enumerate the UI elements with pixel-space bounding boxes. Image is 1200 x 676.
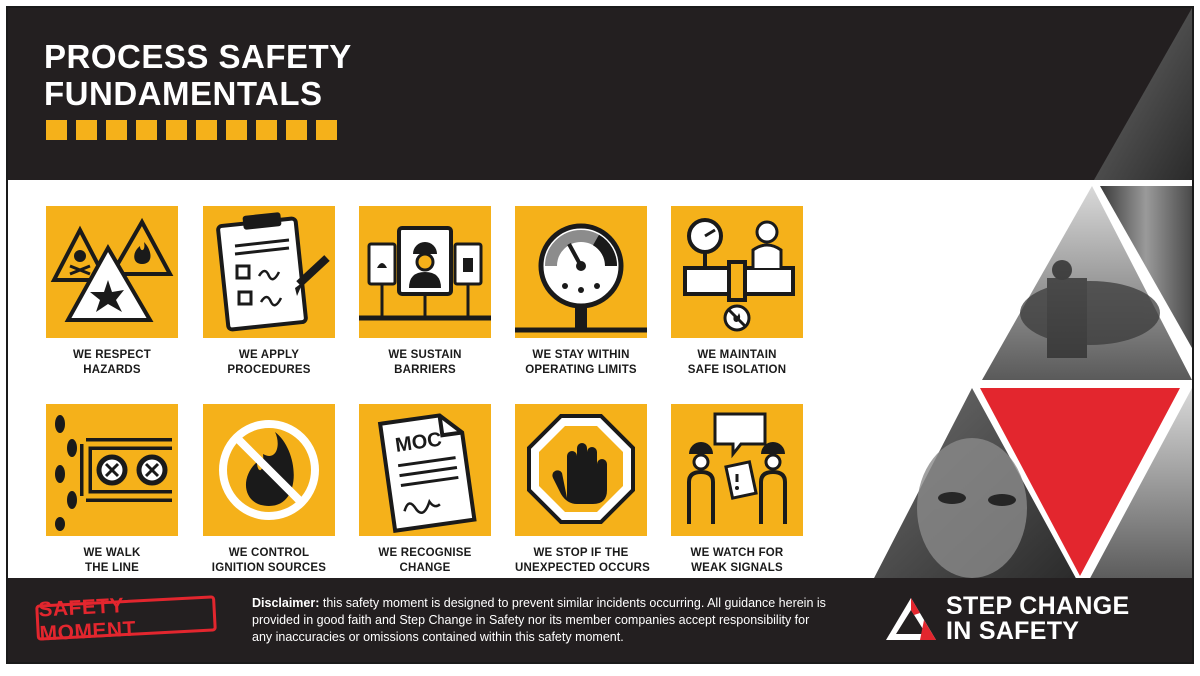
title-line-2: FUNDAMENTALS [44,75,323,112]
stop-hand-icon [515,404,647,536]
page-title [44,38,352,112]
fundamental-weak-signals [671,404,803,576]
dash [166,120,187,140]
tile-label: WE RECOGNISE CHANGE [378,547,472,574]
tile-icon-box [203,206,335,338]
tile-label: WE WATCH FOR WEAK SIGNALS [690,547,784,574]
face-shape [917,438,1027,578]
tile-label: WE SUSTAIN BARRIERS [388,349,462,376]
tile-icon-box [46,206,178,338]
tile-icon-box [359,206,491,338]
tile-label: WE STAY WITHIN OPERATING LIMITS [525,349,637,376]
tile-label: WE MAINTAIN SAFE ISOLATION [687,349,787,376]
pressure-gauge-icon [515,206,647,338]
dash [106,120,127,140]
fundamental-respect-hazards [46,206,178,378]
moc-document-icon [359,404,491,536]
tile-icon-box [203,404,335,536]
tile-icon-box [515,404,647,536]
fundamental-recognise-change [359,404,491,576]
fundamental-walk-the-line [46,404,178,576]
footsteps-pipeline-icon [46,404,178,536]
tile-icon-box [359,404,491,536]
step-change-logo-icon [884,594,938,644]
moc-label: MOC [393,428,444,457]
tile-icon-box [671,404,803,536]
tile-label: WE STOP IF THE UNEXPECTED OCCURS [515,547,651,574]
tile-icon-box [671,206,803,338]
dash [136,120,157,140]
dash [76,120,97,140]
fundamental-safe-isolation [671,206,803,378]
dash [316,120,337,140]
dash [286,120,307,140]
fundamental-apply-procedures [203,206,335,378]
fundamental-sustain-barriers [359,206,491,378]
disclaimer-label: Disclaimer: [252,596,320,610]
tile-label: WE CONTROL IGNITION SOURCES [211,547,327,574]
workers-discussion-icon [671,404,803,536]
brand-name: STEP CHANGE IN SAFETY [946,592,1130,645]
safety-moment-stamp: SAFETY MOMENT [35,595,217,640]
tile-label: WE APPLY PROCEDURES [227,349,311,376]
title-line-1: PROCESS SAFETY [44,38,352,75]
clipboard-procedure-icon [203,206,335,338]
dash [256,120,277,140]
hazard-symbols-icon [46,206,178,338]
fundamental-stop-unexpected [515,404,651,576]
disclaimer [252,595,827,646]
fundamental-ignition-sources [203,404,335,576]
tile-icon-box [46,404,178,536]
step-change-brand [884,594,1129,644]
dash-decoration [46,120,337,140]
photo-triangle-top [1094,8,1192,180]
no-flame-icon [203,404,335,536]
safety-slide [6,6,1194,664]
dash [46,120,67,140]
dash [226,120,247,140]
tile-icon-box [515,206,647,338]
photo-mosaic [862,8,1192,582]
fundamental-operating-limits [515,206,647,378]
dash [196,120,217,140]
isolation-valve-icon [671,206,803,338]
tile-label: WE RESPECT HAZARDS [72,349,152,376]
tile-label: WE WALK THE LINE [83,547,141,574]
fundamentals-grid [46,206,806,578]
disclaimer-text: this safety moment is designed to prevent similar incidents occurring. All guidance herein is provided in good faith and Step Change in Safety nor its member companies accept responsibility for any inaccuracies or omissions contained within this safety moment. [252,596,826,644]
barrier-worker-icon [359,206,491,338]
footer-bar [8,578,1192,662]
